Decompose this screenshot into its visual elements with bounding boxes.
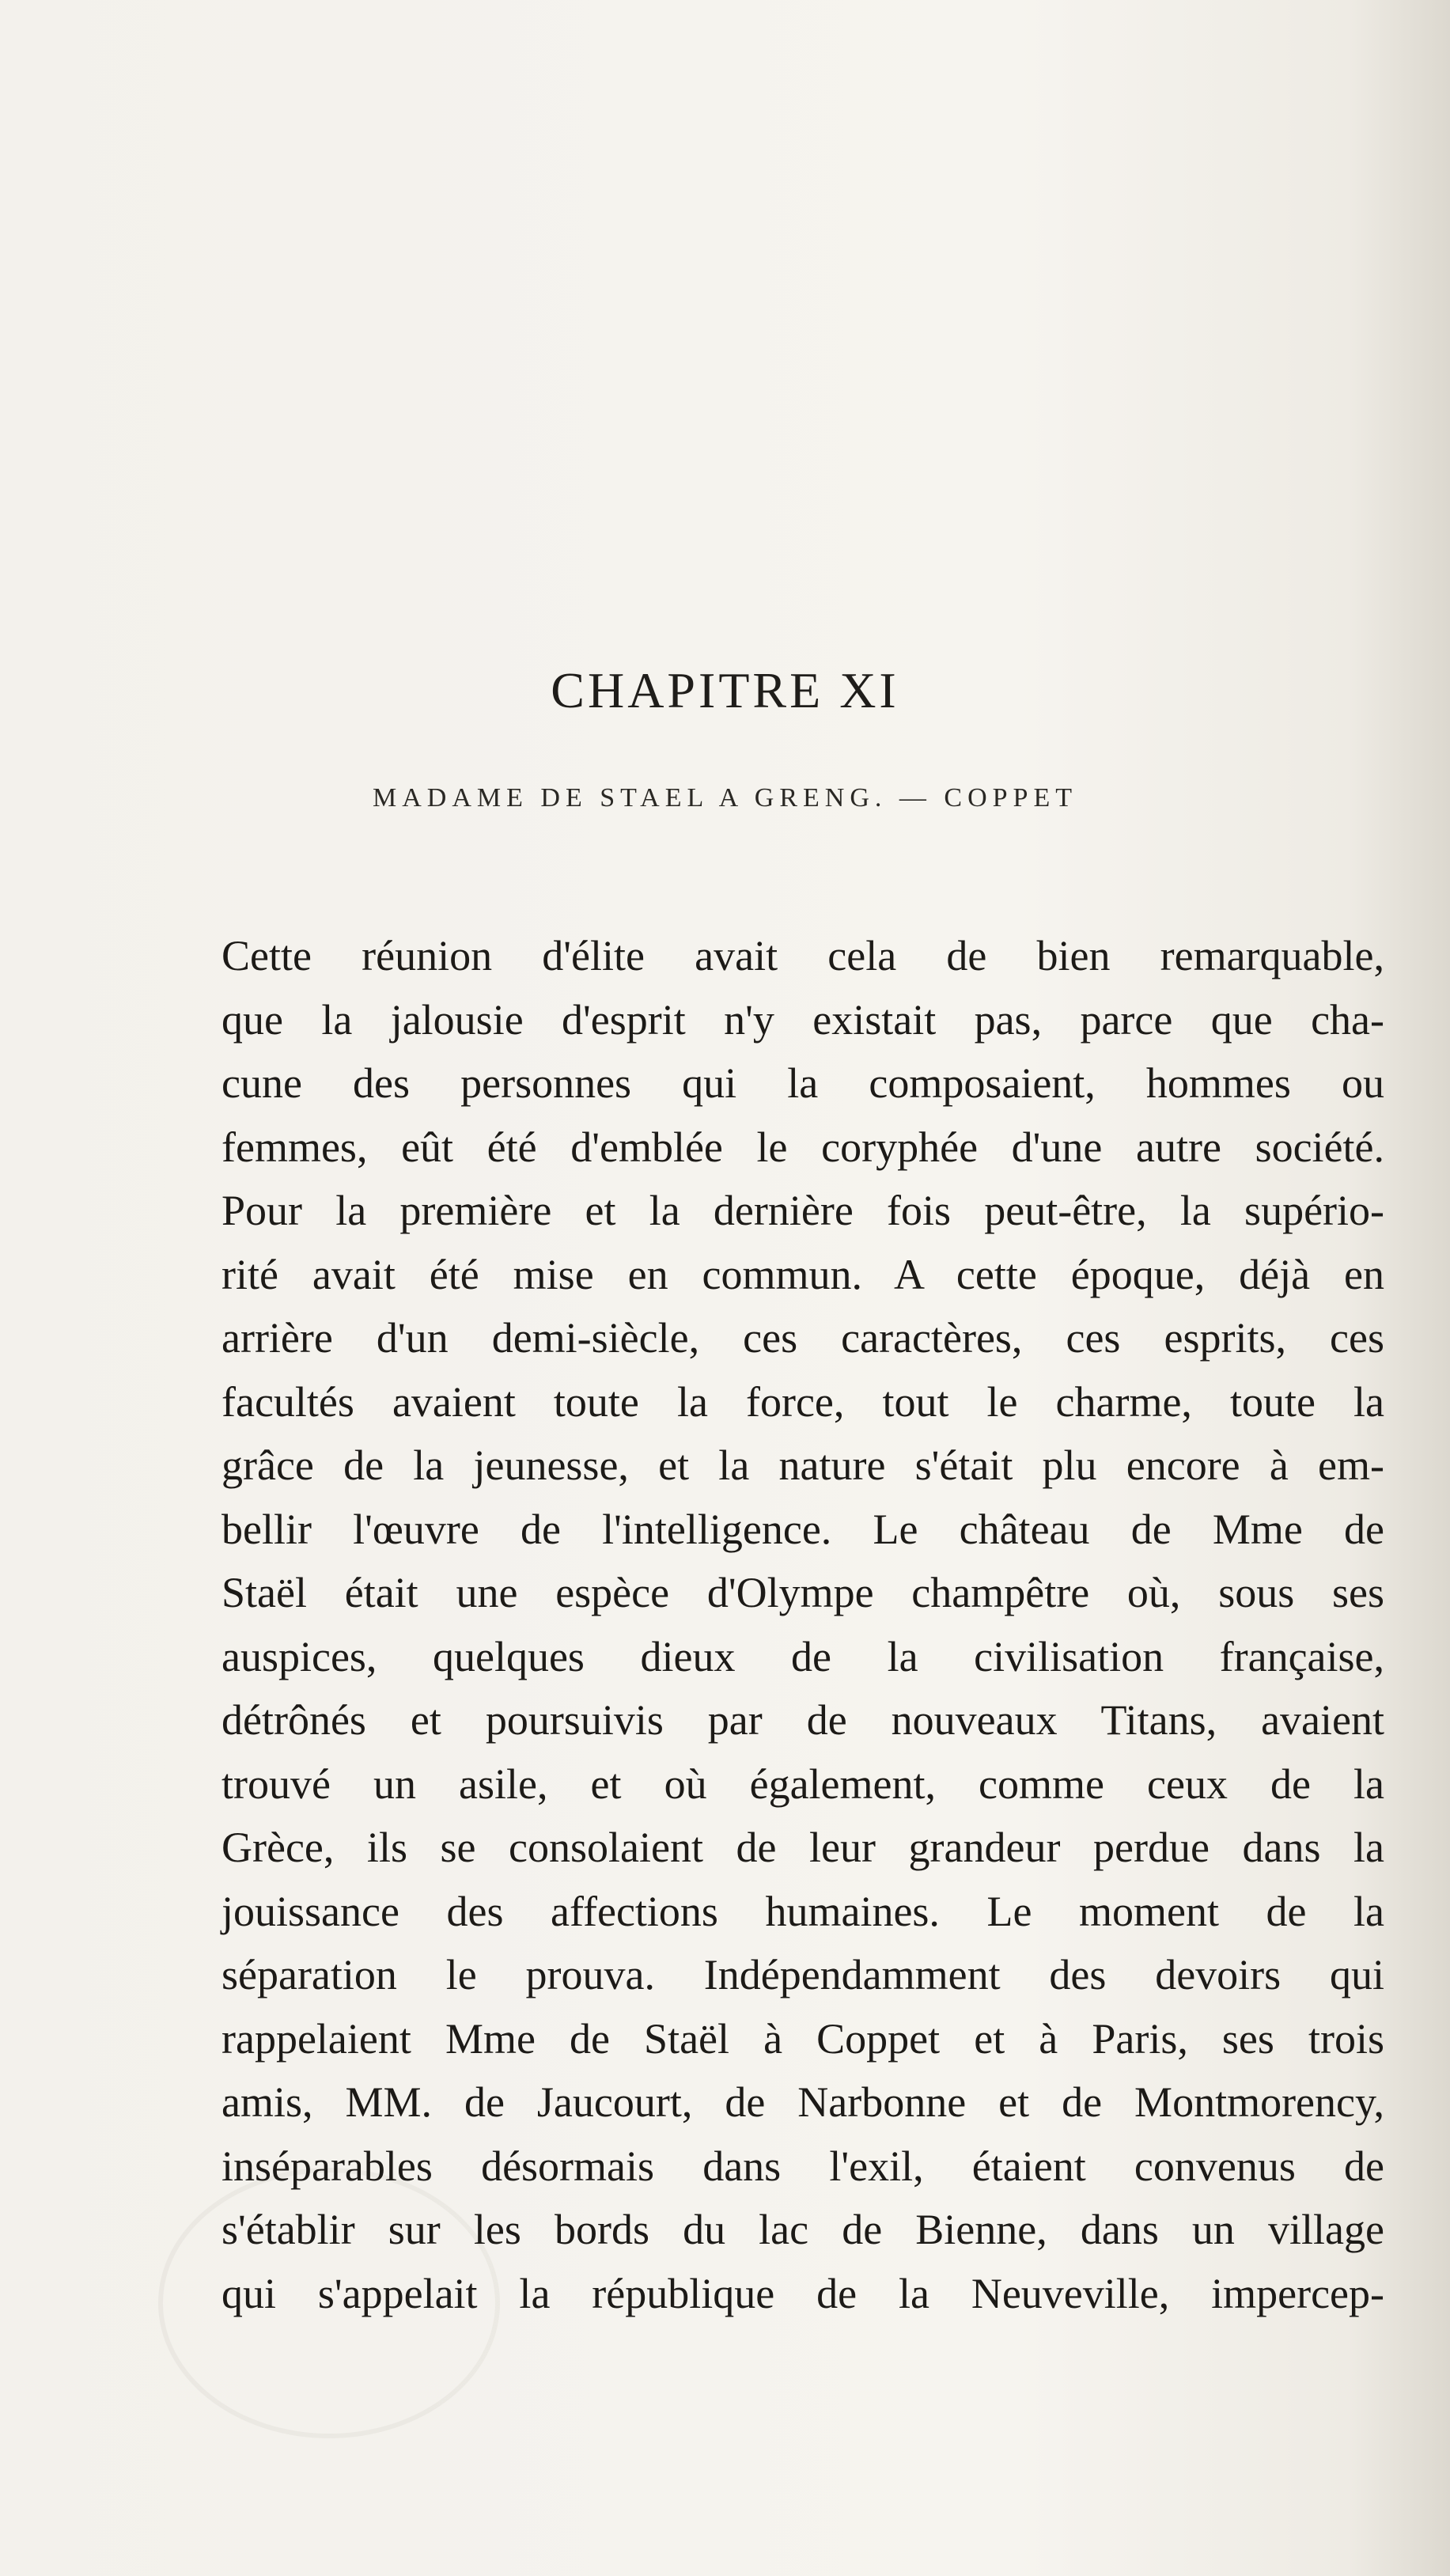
text-line: arrière d'un demi-siècle, ces caractères, ces esprits, ces [221,1314,1384,1362]
text-line: grâce de la jeunesse, et la nature s'était plu encore à em- [221,1441,1384,1489]
text-line: auspices, quelques dieux de la civilisation française, [221,1632,1384,1680]
text-line: jouissance des affections humaines. Le moment de la [221,1887,1384,1935]
text-line: s'établir sur les bords du lac de Bienne, dans un village [221,2206,1384,2253]
text-line: cune des personnes qui la composaient, hommes ou [221,1059,1384,1107]
text-line: femmes, eût été d'emblée le coryphée d'une autre société. [221,1123,1384,1171]
text-line: inséparables désormais dans l'exil, étaient convenus de [221,2142,1384,2190]
text-line: séparation le prouva. Indépendamment des devoirs qui [221,1951,1384,1998]
text-line: Grèce, ils se consolaient de leur grandeur perdue dans la [221,1824,1384,1871]
text-line: détrônés et poursuivis par de nouveaux Titans, avaient [221,1696,1384,1744]
text-line: Pour la première et la dernière fois peut-être, la supério- [221,1187,1384,1234]
text-line: amis, MM. de Jaucourt, de Narbonne et de Montmorency, [221,2078,1384,2126]
text-line: trouvé un asile, et où également, comme ceux de la [221,1760,1384,1808]
chapter-title: CHAPITRE XI [551,662,899,718]
chapter-subtitle: MADAME DE STAEL A GRENG. — COPPET [373,783,1077,813]
body-paragraph [221,924,1384,2325]
text-line: bellir l'œuvre de l'intelligence. Le château de Mme de [221,1505,1384,1553]
text-line: qui s'appelait la république de la Neuveville, impercep- [221,2269,1384,2317]
text-line: que la jalousie d'esprit n'y existait pas, parce que cha- [221,995,1384,1044]
show-through-texture [696,182,1345,672]
text-line: facultés avaient toute la force, tout le charme, toute la [221,1377,1384,1426]
text-line: rité avait été mise en commun. A cette époque, déjà en [221,1250,1384,1298]
text-line: Staël était une espèce d'Olympe champêtre où, sous ses [221,1569,1384,1616]
text-line: rappelaient Mme de Staël à Coppet et à Paris, ses trois [221,2014,1384,2063]
text-line: Cette réunion d'élite avait cela de bien remarquable, [221,932,1384,979]
